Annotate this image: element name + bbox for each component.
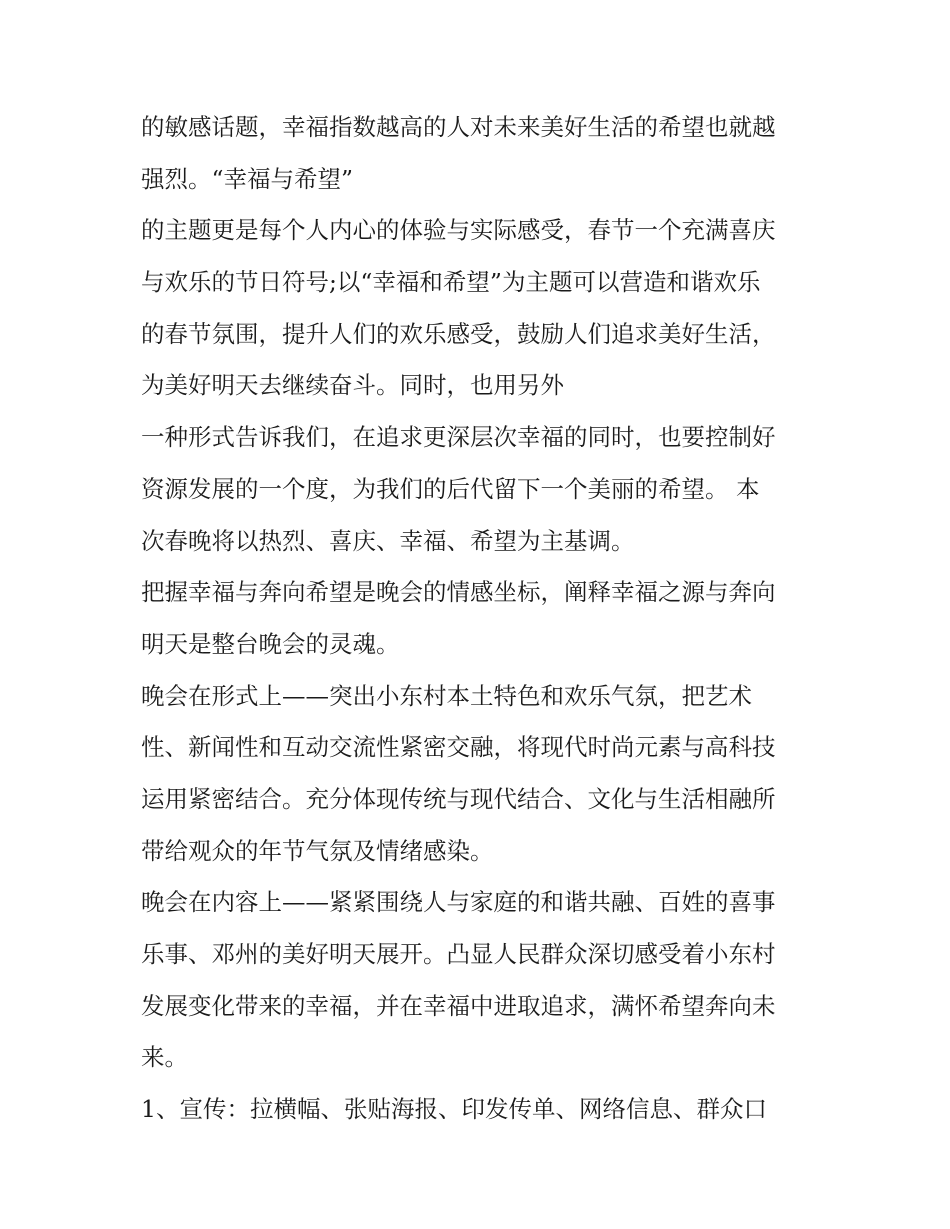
text-line: 资源发展的一个度，为我们的后代留下一个美丽的希望。 本 [141, 474, 760, 503]
text-line: 晚会在内容上——紧紧围绕人与家庭的和谐共融、百姓的喜事 [141, 888, 776, 917]
text-line: 运用紧密结合。充分体现传统与现代结合、文化与生活相融所 [141, 784, 776, 813]
text-line: 来。 [141, 1043, 188, 1072]
text-line: 的主题更是每个人内心的体验与实际感受，春节一个充满喜庆 [141, 216, 776, 245]
text-line: 与欢乐的节日符号;以“幸福和希望”为主题可以营造和谐欢乐 [141, 268, 761, 297]
text-line: 强烈。“幸福与希望” [141, 164, 354, 193]
text-line: 的春节氛围，提升人们的欢乐感受，鼓励人们追求美好生活， [141, 319, 776, 348]
text-line: 明天是整台晚会的灵魂。 [141, 629, 400, 658]
text-line: 晚会在形式上——突出小东村本土特色和欢乐气氛，把艺术 [141, 681, 752, 710]
text-line: 性、新闻性和互动交流性紧密交融，将现代时尚元素与高科技 [141, 733, 776, 762]
text-line: 发展变化带来的幸福，并在幸福中进取追求，满怀希望奔向未 [141, 991, 776, 1020]
text-line: 带给观众的年节气氛及情绪感染。 [141, 836, 494, 865]
text-line: 为美好明天去继续奋斗。同时，也用另外 [141, 371, 564, 400]
text-line: 的敏感话题，幸福指数越高的人对未来美好生活的希望也就越 [141, 113, 776, 141]
text-line: 次春晚将以热烈、喜庆、幸福、希望为主基调。 [141, 526, 635, 555]
text-line: 乐事、邓州的美好明天展开。凸显人民群众深切感受着小东村 [141, 940, 776, 968]
document-body [141, 102, 821, 1136]
text-line: 1、宣传：拉横幅、张贴海报、印发传单、网络信息、群众口 [141, 1095, 767, 1124]
text-line: 一种形式告诉我们，在追求更深层次幸福的同时，也要控制好 [141, 423, 776, 452]
text-line: 把握幸福与奔向希望是晚会的情感坐标，阐释幸福之源与奔向 [141, 578, 776, 607]
